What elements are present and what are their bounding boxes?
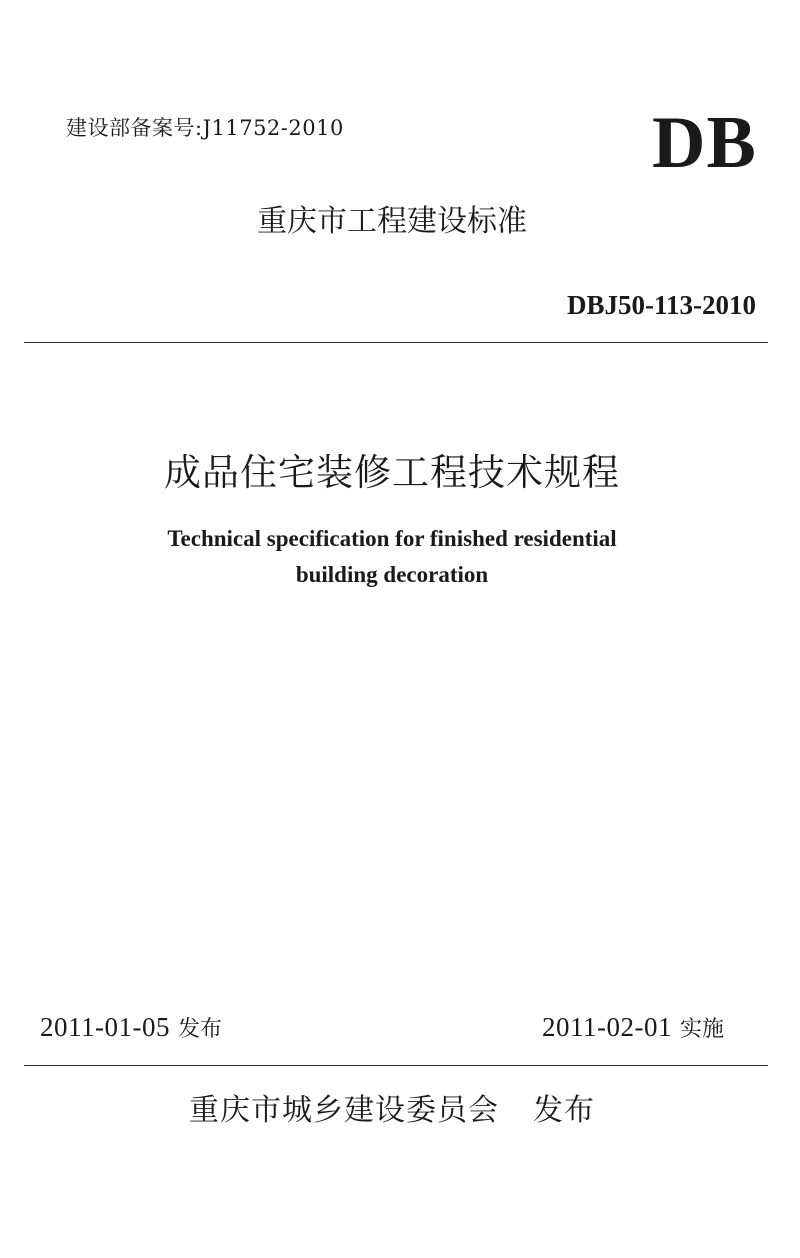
title-chinese: 成品住宅装修工程技术规程 <box>164 451 620 494</box>
issue-date: 2011-01-05 <box>40 1012 170 1042</box>
publisher-line <box>0 1085 784 1129</box>
publisher-name: 重庆市城乡建设委员会 <box>189 1093 499 1128</box>
title-english-line-2: building decoration <box>295 562 489 587</box>
record-number: 建设部备案号:J11752-2010 <box>66 116 344 140</box>
title-english-line-1: Technical specification for finished residential <box>167 526 617 551</box>
implementation-label: 实施 <box>679 1017 724 1042</box>
issue-date-line <box>40 1012 222 1043</box>
issue-label: 发布 <box>177 1017 222 1042</box>
publish-label: 发布 <box>533 1093 595 1128</box>
implementation-date-line <box>542 1012 724 1043</box>
standard-category: 重庆市工程建设标准 <box>257 204 527 239</box>
implementation-date: 2011-02-01 <box>542 1012 672 1042</box>
standard-number: DBJ50-113-2010 <box>567 290 756 320</box>
bottom-divider <box>24 1065 768 1066</box>
top-divider <box>24 342 768 343</box>
db-standard-logo: DB <box>652 102 757 184</box>
